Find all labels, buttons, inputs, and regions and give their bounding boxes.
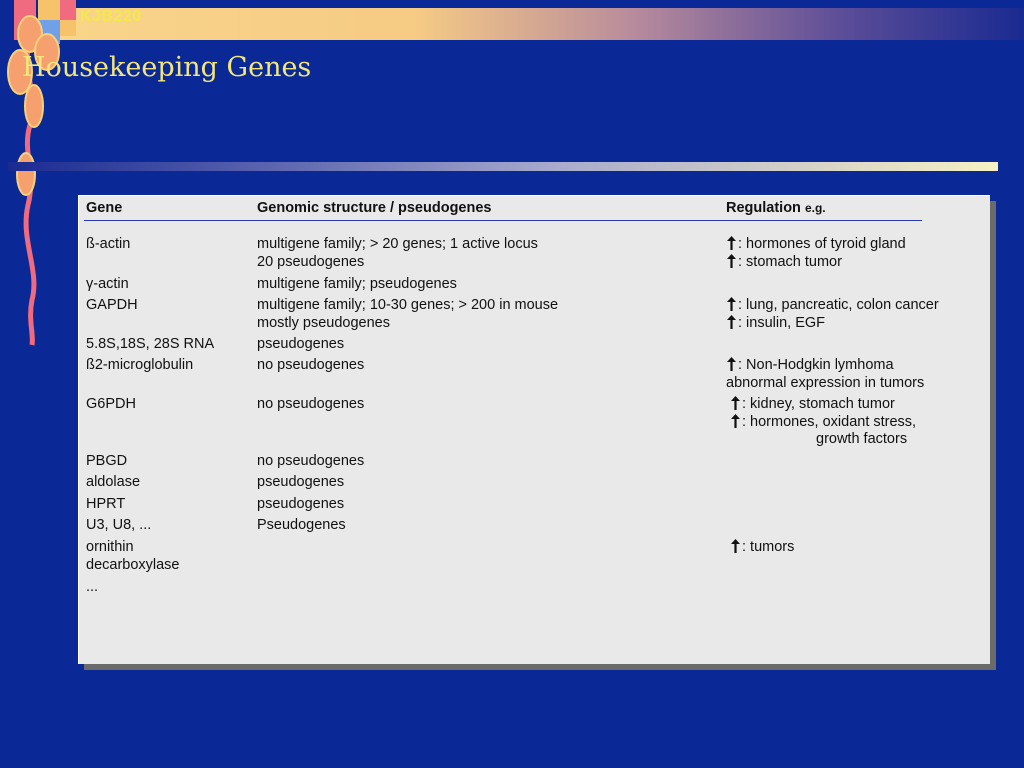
col-header-regulation-suffix: e.g.: [804, 201, 826, 215]
table-cell-regulation: [726, 375, 924, 393]
table-cell-structure: multigene family; 10-30 genes; > 200 in mouse: [257, 297, 559, 313]
table-cell-structure: no pseudogenes: [257, 396, 365, 412]
col-header-regulation-label: Regulation: [726, 200, 801, 216]
regulation-text: : stomach tumor: [738, 253, 842, 270]
table-cell-regulation: [730, 539, 794, 557]
regulation-text: : kidney, stomach tumor: [742, 396, 895, 412]
table-cell-structure: pseudogenes: [257, 336, 345, 352]
regulation-text: : hormones of tyroid gland: [738, 236, 906, 252]
regulation-text: : hormones, oxidant stress,: [742, 413, 917, 430]
decor-bead-4: [25, 85, 43, 127]
regulation-text: growth factors: [816, 431, 908, 447]
table-cell-gene: ornithin decarboxylase: [86, 539, 180, 573]
up-arrow-icon: [730, 414, 741, 428]
table-cell-structure: pseudogenes: [257, 496, 345, 512]
divider-gradient-bar: [8, 162, 998, 171]
up-arrow-icon: [726, 236, 737, 250]
table-cell-regulation: [726, 297, 939, 315]
table-cell-structure: multigene family; > 20 genes; 1 active locus: [257, 236, 538, 252]
up-arrow-icon: [726, 357, 737, 371]
table-cell-gene: ß-actin: [86, 236, 131, 252]
table-cell-gene: ...: [86, 579, 99, 595]
table-cell-gene: PBGD: [86, 453, 128, 469]
regulation-text: : lung, pancreatic, colon cancer: [738, 297, 939, 313]
table-cell-structure: mostly pseudogenes: [257, 314, 390, 331]
table-cell-structure: pseudogenes: [257, 474, 345, 490]
table-cell-gene: aldolase: [86, 474, 141, 490]
table-cell-regulation: [726, 254, 842, 272]
table-cell-gene: GAPDH: [86, 297, 138, 313]
regulation-text: : tumors: [742, 539, 795, 555]
header-label: KJB220: [80, 8, 142, 25]
regulation-text: : insulin, EGF: [738, 314, 826, 331]
table-cell-regulation: [816, 431, 907, 449]
table-cell-gene: 5.8S,18S, 28S RNA: [86, 336, 215, 352]
table-cell-regulation: [730, 414, 916, 432]
up-arrow-icon: [726, 297, 737, 311]
regulation-text: : Non-Hodgkin lymhoma: [738, 357, 894, 373]
table-cell-gene: ß2-microglobulin: [86, 357, 194, 373]
up-arrow-icon: [730, 539, 741, 553]
table-cell-regulation: [730, 396, 895, 414]
up-arrow-icon: [726, 254, 737, 268]
table-cell-regulation: [726, 357, 894, 375]
col-header-gene: Gene: [86, 200, 123, 216]
decor-square-yellow-2: [60, 20, 76, 36]
up-arrow-icon: [726, 315, 737, 329]
table-cell-gene: G6PDH: [86, 396, 136, 412]
table-cell-structure: no pseudogenes: [257, 357, 365, 373]
table-cell-structure: no pseudogenes: [257, 453, 365, 469]
header-gradient-bar: [40, 8, 1024, 40]
header-underline: [84, 220, 922, 221]
table-cell-gene: γ-actin: [86, 276, 129, 292]
up-arrow-icon: [730, 396, 741, 410]
table-cell-gene: HPRT: [86, 496, 126, 512]
table-cell-structure: 20 pseudogenes: [257, 253, 365, 270]
page-title: Housekeeping Genes: [22, 52, 312, 83]
decor-square-yellow: [38, 0, 60, 20]
table-cell-structure: Pseudogenes: [257, 517, 346, 533]
col-header-structure: Genomic structure / pseudogenes: [257, 200, 492, 216]
decor-square-pink-2: [60, 0, 76, 20]
col-header-regulation: [726, 200, 826, 218]
regulation-text: abnormal expression in tumors: [726, 374, 925, 391]
table-cell-structure: multigene family; pseudogenes: [257, 276, 457, 292]
decor-bead-5: [17, 153, 35, 195]
table-cell-regulation: [726, 315, 825, 333]
table-cell-gene: U3, U8, ...: [86, 517, 152, 533]
table-cell-regulation: [726, 236, 906, 254]
